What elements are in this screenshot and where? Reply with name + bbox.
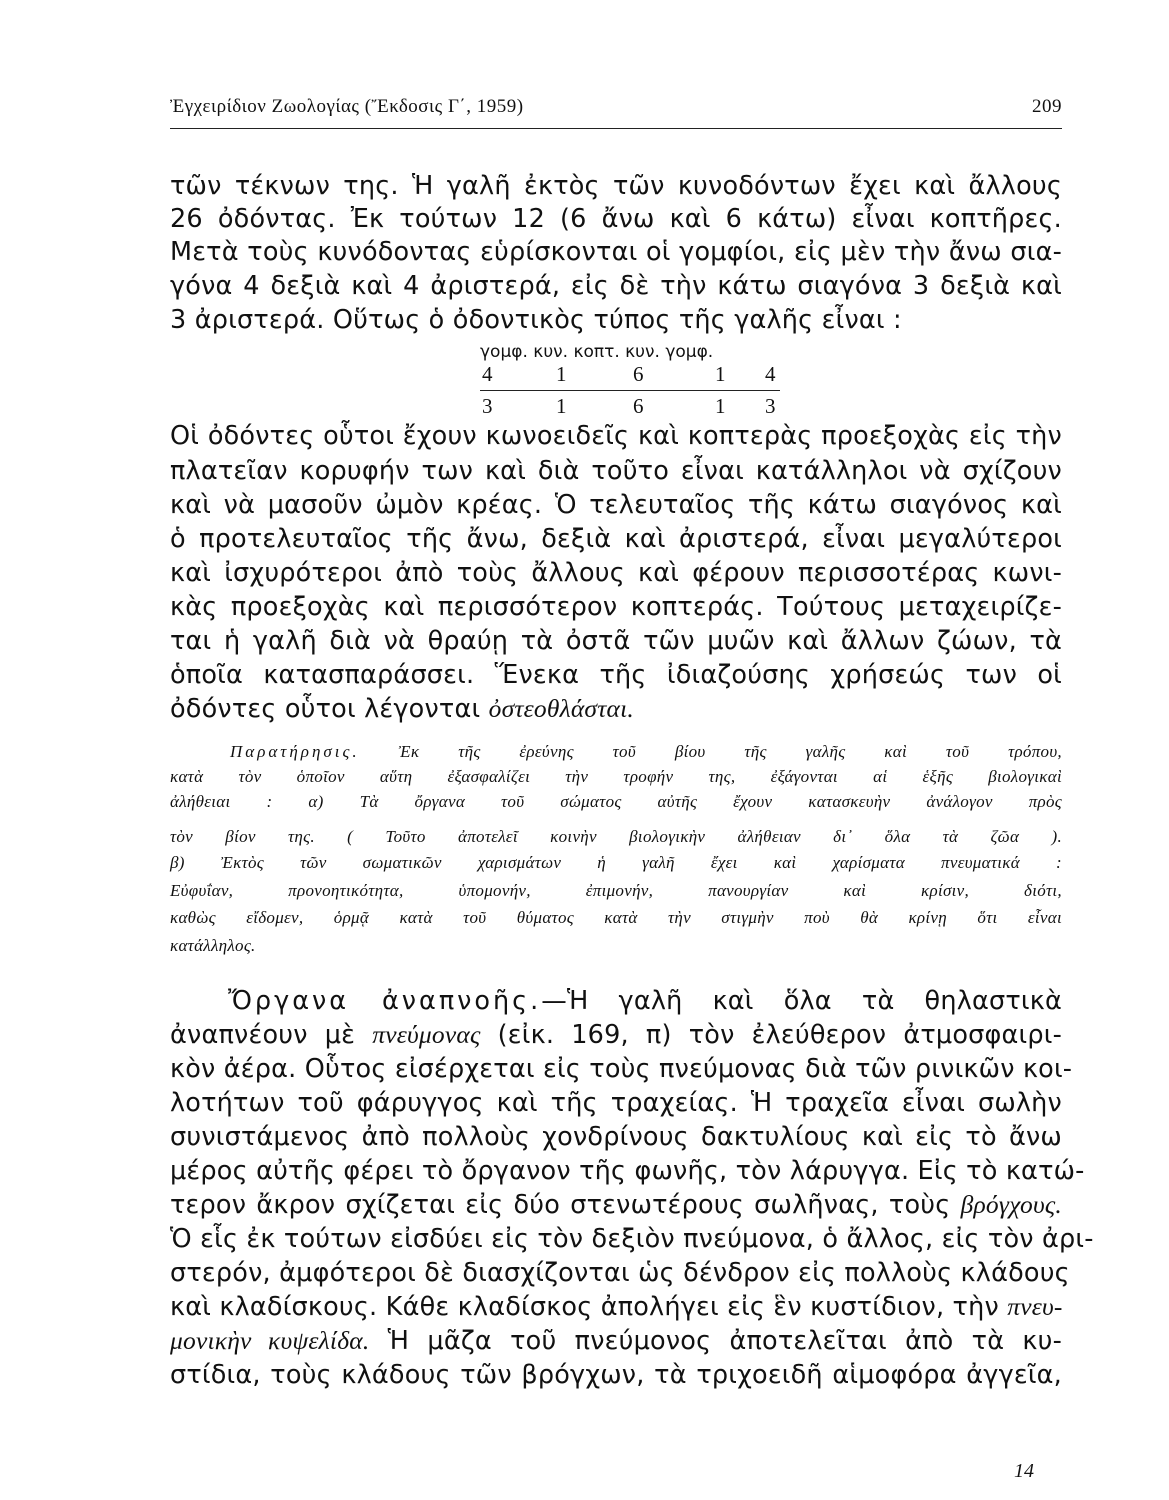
formula-value: 6: [633, 362, 644, 386]
body-line: πλατεῖαν κορυφήν των καὶ διὰ τοῦτο εἶναι κατάλληλοι νὰ σχίζουν: [170, 456, 1062, 486]
note-line: [230, 741, 1062, 763]
body-line: [170, 1291, 1062, 1323]
body-text: ὀδόντες οὗτοι λέγονται: [170, 694, 481, 724]
formula-value: 6: [633, 394, 644, 418]
body-text: (εἰκ. 169, π) τὸν ἐλεύθερον ἀτμοσφαιρι-: [497, 1020, 1062, 1050]
formula-value: 4: [482, 362, 493, 386]
body-text: καὶ κλαδίσκους. Κάθε κλαδίσκος ἀπολήγει εἰς ἓν κυστίδιον, τὴν: [170, 1292, 999, 1322]
note-line: κατάλληλος.: [170, 936, 256, 955]
note-line: τὸν βίον της. ( Τοῦτο ἀποτελεῖ κοινὴν βιολογικὴν ἀλήθειαν δι᾽ ὅλα τὰ ζῶα ).: [170, 827, 1062, 846]
note-text: Ἐκ τῆς ἐρεύνης τοῦ βίου τῆς γαλῆς καὶ τοῦ τρόπου,: [398, 742, 1062, 761]
term-italic: βρόγχους.: [960, 1190, 1062, 1219]
body-line: ὁ προτελευταῖος τῆς ἄνω, δεξιὰ καὶ ἀριστερά, εἶναι μεγαλύτεροι: [170, 524, 1062, 554]
body-line: Ὁ εἷς ἐκ τούτων εἰσδύει εἰς τὸν δεξιὸν πνεύμονα, ὁ ἄλλος, εἰς τὸν ἀρι-: [170, 1224, 1094, 1254]
body-line: ὁποῖα κατασπαράσσει. Ἕνεκα τῆς ἰδιαζούσης χρήσεώς των οἱ: [170, 660, 1062, 690]
note-line: Εὐφυΐαν, προνοητικότητα, ὑπομονήν, ἐπιμονήν, πανουργίαν καὶ κρίσιν, διότι,: [170, 881, 1062, 900]
body-text: τερον ἄκρον σχίζεται εἰς δύο στενωτέρους σωλῆνας, τοὺς: [170, 1190, 951, 1220]
body-line: κὰς προεξοχὰς καὶ περισσότερον κοπτεράς. Τούτους μεταχειρίζε-: [170, 592, 1062, 622]
body-line: [170, 1325, 1062, 1357]
note-line: ἀλήθειαι : α) Τὰ ὄργανα τοῦ σώματος αὐτῆς ἔχουν κατασκευὴν ἀνάλογον πρὸς: [170, 792, 1062, 811]
formula-headers: γομφ. κυν. κοπτ. κυν. γομφ.: [480, 342, 714, 362]
term-italic: ὀστεοθλάσται.: [488, 694, 634, 723]
body-line: 26 ὀδόντας. Ἐκ τούτων 12 (6 ἄνω καὶ 6 κάτω) εἶναι κοπτῆρες.: [170, 204, 1062, 234]
body-line: στερόν, ἀμφότεροι δὲ διασχίζονται ὡς δένδρον εἰς πολλοὺς κλάδους: [170, 1258, 1070, 1288]
term-italic: πνευ-: [1007, 1292, 1063, 1321]
body-line: λοτήτων τοῦ φάρυγγος καὶ τῆς τραχείας. Ἡ τραχεῖα εἶναι σωλὴν: [170, 1088, 1062, 1118]
body-line: [228, 985, 1062, 1017]
note-line: β) Ἐκτὸς τῶν σωματικῶν χαρισμάτων ἡ γαλῆ ἔχει καὶ χαρίσματα πνευματικά :: [170, 853, 1062, 872]
body-line: [170, 1019, 1062, 1051]
note-line: κατὰ τὸν ὁποῖον αὕτη ἐξασφαλίζει τὴν τροφήν της, ἐξάγονται αἱ ἑξῆς βιολογικαὶ: [170, 767, 1062, 786]
formula-value: 3: [765, 394, 776, 418]
formula-value: 4: [765, 362, 776, 386]
body-text: Ἡ μᾶζα τοῦ πνεύμονος ἀποτελεῖται ἀπὸ τὰ κυ-: [387, 1326, 1063, 1356]
term-italic: μονικὴν κυψελίδα.: [170, 1326, 370, 1355]
body-line: καὶ νὰ μασοῦν ὠμὸν κρέας. Ὁ τελευταῖος τῆς κάτω σιαγόνος καὶ: [170, 490, 1062, 520]
formula-value: 1: [715, 362, 726, 386]
body-text: —Ἡ γαλῆ καὶ ὅλα τὰ θηλαστικὰ: [541, 986, 1062, 1016]
signature-mark: 14: [1014, 1460, 1034, 1482]
body-line: καὶ ἰσχυρότεροι ἀπὸ τοὺς ἄλλους καὶ φέρουν περισσοτέρας κωνι-: [170, 558, 1062, 588]
body-line: κὸν ἀέρα. Οὗτος εἰσέρχεται εἰς τοὺς πνεύμονας διὰ τῶν ρινικῶν κοι-: [170, 1054, 1073, 1084]
page-number: 209: [1032, 96, 1062, 117]
formula-value: 1: [556, 362, 567, 386]
formula-value: 1: [556, 394, 567, 418]
body-line: τῶν τέκνων της. Ἡ γαλῆ ἐκτὸς τῶν κυνοδόντων ἔχει καὶ ἄλλους: [170, 171, 1062, 201]
body-line: μέρος αὐτῆς φέρει τὸ ὄργανον τῆς φωνῆς, τὸν λάρυγγα. Εἰς τὸ κατώ-: [170, 1156, 1085, 1186]
body-line: συνιστάμενος ἀπὸ πολλοὺς χονδρίνους δακτυλίους καὶ εἰς τὸ ἄνω: [170, 1122, 1062, 1152]
section-heading: Ὄργανα ἀναπνοῆς.: [228, 986, 542, 1016]
body-text: ἀναπνέουν μὲ: [170, 1020, 356, 1050]
formula-value: 1: [715, 394, 726, 418]
term-italic: πνεύμονας: [372, 1020, 481, 1049]
body-line: 3 ἀριστερά. Οὕτως ὁ ὀδοντικὸς τύπος τῆς γαλῆς εἶναι :: [170, 305, 902, 335]
fraction-bar: [480, 390, 780, 391]
body-line: στίδια, τοὺς κλάδους τῶν βρόγχων, τὰ τριχοειδῆ αἱμοφόρα ἀγγεῖα,: [170, 1360, 1062, 1390]
body-line: Οἱ ὀδόντες οὗτοι ἔχουν κωνοειδεῖς καὶ κοπτερὰς προεξοχὰς εἰς τὴν: [170, 421, 1062, 451]
running-header: [170, 96, 1062, 118]
formula-value: 3: [482, 394, 493, 418]
body-line: ται ἡ γαλῆ διὰ νὰ θραύῃ τὰ ὀστᾶ τῶν μυῶν καὶ ἄλλων ζώων, τὰ: [170, 626, 1062, 656]
note-heading: Παρατήρησις.: [230, 742, 360, 761]
body-line: [170, 693, 1062, 725]
body-line: Μετὰ τοὺς κυνόδοντας εὑρίσκονται οἱ γομφίοι, εἰς μὲν τὴν ἄνω σια-: [170, 237, 1062, 267]
note-line: καθὼς εἴδομεν, ὁρμᾷ κατὰ τοῦ θύματος κατὰ τὴν στιγμὴν ποὺ θὰ κρίνῃ ὅτι εἶναι: [170, 908, 1062, 927]
body-line: γόνα 4 δεξιὰ καὶ 4 ἀριστερά, εἰς δὲ τὴν κάτω σιαγόνα 3 δεξιὰ καὶ: [170, 271, 1062, 301]
header-title: Ἐγχειρίδιον Ζωολογίας (Ἔκδοσις Γ΄, 1959): [170, 96, 524, 117]
body-line: [170, 1189, 1062, 1221]
header-rule: [170, 128, 1062, 129]
